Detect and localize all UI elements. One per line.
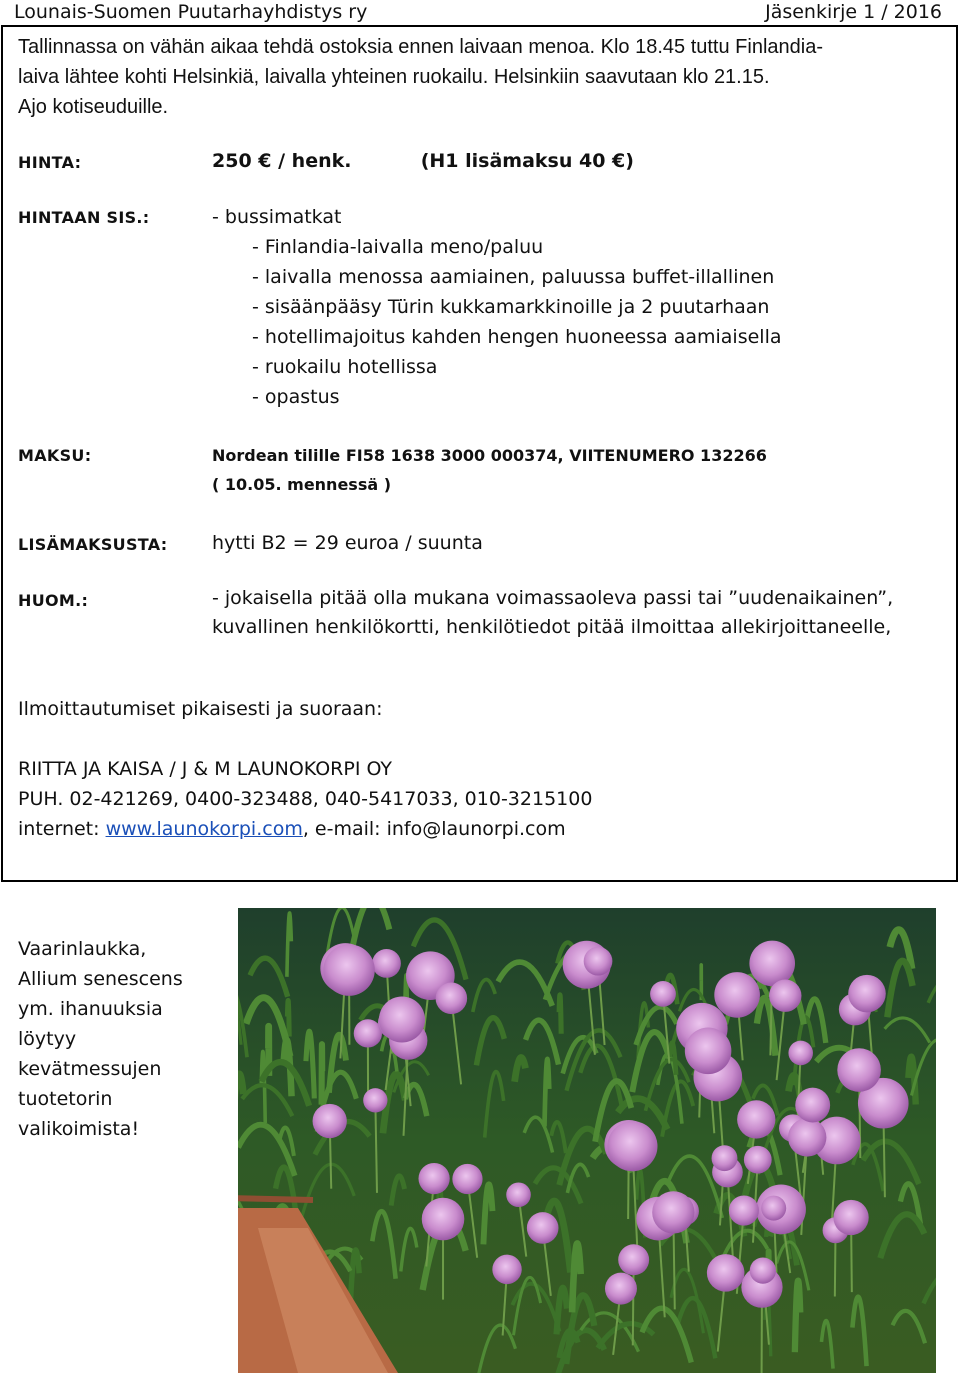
photo-caption [18,934,218,1144]
allium-flower-head [492,1255,521,1284]
allium-flower-head [707,1254,745,1292]
includes-item: - Finlandia-laivalla meno/paluu [252,236,544,258]
caption-line: löytyy [18,1028,77,1050]
intro-line: laiva lähtee kohti Helsinkiä, laivalla yhteinen ruokailu. Helsinkiin saavutaan klo 21.15. [18,66,770,88]
includes-item: - sisäänpääsy Türin kukkamarkkinoille ja 2 puutarhaan [252,296,770,318]
includes-item: - hotellimajoitus kahden hengen huoneessa aamiaisella [252,326,782,348]
allium-flower-head [372,949,401,978]
allium-flower-head [714,972,760,1018]
allium-flower-head [737,1100,775,1138]
payment-deadline: ( 10.05. mennessä ) [212,475,392,494]
price-label: HINTA: [18,153,82,172]
allium-flower-head [685,1028,732,1075]
price-extra: (H1 lisämaksu 40 €) [420,150,634,172]
allium-flower-head [712,1145,738,1171]
caption-line: Vaarinlaukka, [18,938,147,960]
caption-line: ym. ihanuuksia [18,998,163,1020]
allium-flower-head [418,1163,449,1194]
allium-flower-head [769,980,801,1012]
allium-flower-head [605,1273,637,1305]
allium-photo-drawing [238,908,936,1373]
allium-flower-head [618,1244,649,1275]
allium-flower-head [795,1088,830,1123]
issue-label: Jäsenkirje 1 / 2016 [765,1,942,23]
note-line: kuvallinen henkilökortti, henkilötiedot pitää ilmoittaa allekirjoittaneelle, [212,616,892,638]
company-name: RIITTA JA KAISA / J & M LAUNOKORPI OY [18,758,392,780]
allium-flower-head [527,1212,559,1244]
internet-prefix: internet: [18,818,106,840]
caption-line: tuotetorin [18,1088,113,1110]
payment-details [212,441,767,499]
surcharge-label: LISÄMAKSUSTA: [18,535,168,554]
internet-line [18,814,592,844]
intro-line: Ajo kotiseuduille. [18,96,169,118]
organization-name: Lounais-Suomen Puutarhayhdistys ry [14,1,368,23]
allium-flower-head [729,1196,759,1226]
leaf [322,1044,323,1104]
payment-label: MAKSU: [18,446,92,465]
allium-flower-head [761,1196,786,1221]
note-text [212,584,952,642]
payment-account: Nordean tilille FI58 1638 3000 000374, VIITENUMERO 132266 [212,446,767,465]
allium-flower-head [379,996,425,1042]
phone-numbers: PUH. 02-421269, 0400-323488, 040-5417033, 010-3215100 [18,788,593,810]
allium-flower-head [837,1048,881,1092]
allium-flower-head [436,983,468,1015]
includes-item: - laivalla menossa aamiainen, paluussa buffet-illallinen [252,266,775,288]
surcharge-text: hytti B2 = 29 euroa / suunta [212,532,483,554]
allium-photo [238,908,936,1373]
note-label: HUOM.: [18,591,89,610]
allium-flower-head [833,1200,868,1235]
leaf [559,995,561,1034]
includes-item: - opastus [252,386,340,408]
website-link[interactable]: www.launokorpi.com [105,818,303,840]
allium-flower-head [788,1118,826,1156]
caption-line: valikoimista! [18,1118,140,1140]
intro-line: Tallinnassa on vähän aikaa tehdä ostoksia ennen laivaan menoa. Klo 18.45 tuttu Finlandia- [18,36,823,58]
allium-flower-head [652,1191,694,1233]
includes-list [212,202,782,412]
includes-item: - bussimatkat [212,206,342,228]
allium-flower-head [313,1104,347,1138]
page-header [14,0,946,26]
caption-line: Allium senescens [18,968,183,990]
leaf [287,1000,289,1036]
signup-text: Ilmoittautumiset pikaisesti ja suoraan: [18,698,383,720]
includes-label: HINTAAN SIS.: [18,208,150,227]
allium-flower-head [354,1019,382,1047]
allium-flower-head [323,944,374,995]
allium-flower-head [749,941,795,987]
allium-flower-head [506,1182,531,1207]
contact-block [18,754,592,844]
allium-flower-head [848,975,886,1013]
allium-flower-head [422,1198,465,1241]
price-amount: 250 € / henk. [212,150,352,172]
allium-flower-head [750,1257,776,1283]
includes-item: - ruokailu hotellissa [252,356,438,378]
allium-flower-head [744,1146,772,1174]
allium-flower-head [584,947,613,976]
note-line: - jokaisella pitää olla mukana voimassaoleva passi tai ”uudenaikainen”, [212,587,894,609]
allium-flower-head [452,1164,482,1194]
allium-flower-head [788,1041,813,1066]
intro-text [18,32,918,122]
allium-flower-head [650,981,676,1007]
price-value [212,146,634,176]
caption-line: kevätmessujen [18,1058,162,1080]
allium-flower-head [363,1088,387,1112]
allium-flower-head [607,1121,657,1171]
email-text: , e-mail: info@launorpi.com [302,818,566,840]
